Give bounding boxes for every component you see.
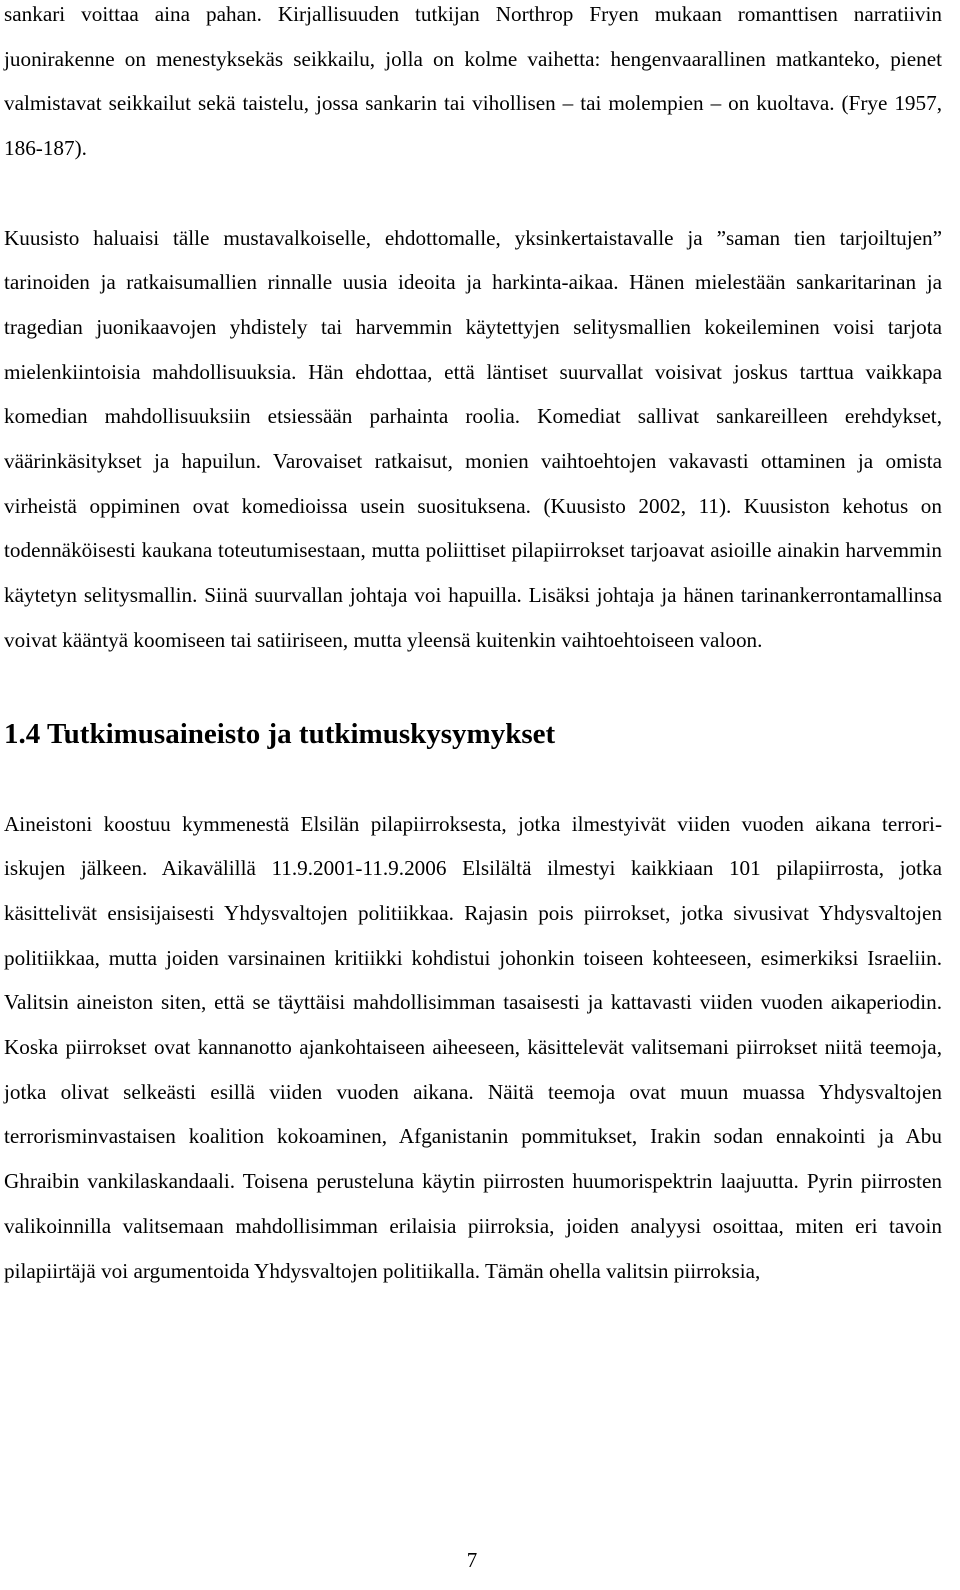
paragraph-research-material: Aineistoni koostuu kymmenestä Elsilän pilapiirroksesta, jotka ilmestyivät viiden vuoden aikana terrori-iskujen jälkeen. Aikavälillä 11.9.2001-11.9.2006 Elsilältä ilmestyi kaikkiaan 101 pilapiirrosta, jotka käsittelivät ensisijaisesti Yhdysvaltojen politiikkaa. Rajasin pois piirrokset, jotka sivusivat Yhdysvaltojen politiikkaa, mutta joiden varsinainen kritiikki kohdistui johonkin toiseen kohteeseen, esimerkiksi Israeliin. Valitsin aineiston siten, että se täyttäisi mahdollisimman tasaisesti ja kattavasti viiden vuoden aikaperiodin. Koska piirrokset ovat kannanotto ajankohtaiseen aiheeseen, käsittelevät valitsemani piirrokset niitä teemoja, jotka olivat selkeästi esillä viiden vuoden aikana. Näitä teemoja ovat muun muassa Yhdysvaltojen terrorisminvastaisen koalition kokoaminen, Afganistanin pommitukset, Irakin sodan ennakointi ja Abu Ghraibin vankilaskandaali. Toisena perusteluna käytin piirrosten huumorispektrin laajuutta. Pyrin piirrosten valikoinnilla valitsemaan mahdollisimman erilaisia piirroksia, joiden analyysi osoittaa, miten eri tavoin pilapiirtäjä voi argumentoida Yhdysvaltojen politiikalla. Tämän ohella valitsin piirroksia, [4,811,942,1283]
section-heading [4,712,942,756]
page-number: 7 [466,1548,478,1572]
paragraph-frye-summary: sankari voittaa aina pahan. Kirjallisuuden tutkijan Northrop Fryen mukaan romanttisen narratiivin juonirakenne on menestyksekäs seikkailu, jolla on kolme vaihetta: hengenvaarallinen matkanteko, pienet valmistavat seikkailut sekä taistelu, jossa sankarin tai vihollisen – tai molempien – on kuoltava. (Frye 1957, 186-187). [4,2,942,161]
paragraph-kuusisto: Kuusisto haluaisi tälle mustavalkoiselle, ehdottomalle, yksinkertaistavalle ja ”saman tien tarjoiltujen” tarinoiden ja ratkaisumallien rinnalle uusia ideoita ja harkinta-aikaa. Hänen mielestään sankaritarinan ja tragedian juonikaavojen yhdistely tai harvemmin käytettyjen selitysmallien kokeileminen voisi tarjota mielenkiintoisia mahdollisuuksia. Hän ehdottaa, että läntiset suurvallat voisivat joskus tarttua vaikkapa komedian mahdollisuuksiin etsiessään parhainta roolia. Komediat sallivat sankareilleen erehdykset, väärinkäsitykset ja hapuilun. Varovaiset ratkaisut, monien vaihtoehtojen vakavasti ottaminen ja omista virheistä oppiminen ovat komedioissa usein suosituksena. (Kuusisto 2002, 11). Kuusiston kehotus on todennäköisesti kaukana toteutumisestaan, mutta poliittiset pilapiirrokset tarjoavat asioille ainakin harvemmin käytetyn selitysmallin. Siinä suurvallan johtaja voi hapuilla. Lisäksi johtaja ja hänen tarinankerrontamallinsa voivat kääntyä koomiseen tai satiiriseen, mutta yleensä kuitenkin vaihtoehtoiseen valoon. [4,225,942,652]
section-title: Tutkimusaineisto ja tutkimuskysymykset [46,717,556,750]
section-number: 1.4 [4,717,41,750]
page-body [4,0,942,1293]
